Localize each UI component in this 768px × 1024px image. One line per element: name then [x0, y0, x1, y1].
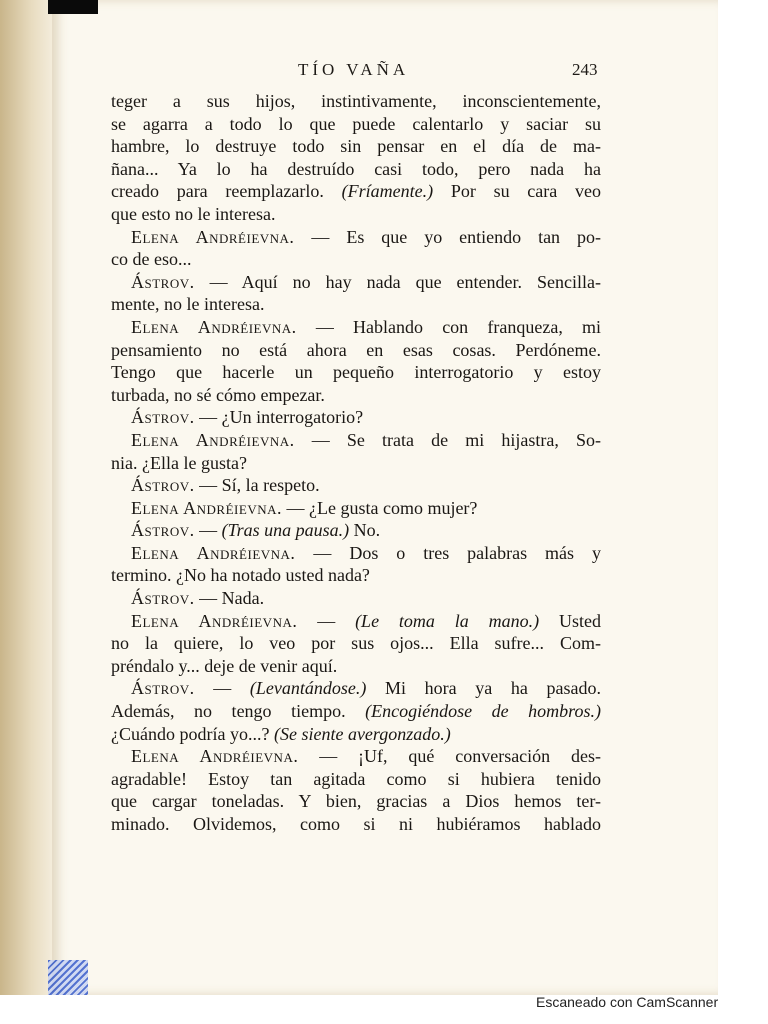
line-text: pensamiento no está ahora en esas cosas. Perdóneme.: [111, 339, 601, 360]
book-gutter-shadow: [0, 0, 58, 995]
speaker-name: Elena Andréievna.: [131, 316, 297, 337]
text-line: [111, 768, 601, 791]
line-text: ñana... Ya lo ha destruído casi todo, pero nada ha: [111, 158, 601, 179]
line-text: — Se trata de mi hijastra, So-: [294, 429, 602, 450]
line-text: creado para reemplazarlo.: [111, 181, 342, 202]
speaker-name: Ástrov.: [131, 588, 195, 609]
line-text: — ¡Uf, qué conversación des-: [298, 746, 602, 767]
line-text: Mi hora ya ha pasado.: [366, 678, 602, 699]
line-text: que esto no le interesa.: [111, 203, 276, 224]
text-line: [111, 587, 601, 610]
stage-direction: (Se siente avergonzado.): [273, 723, 451, 744]
text-line: [111, 610, 601, 633]
speaker-name: Elena Andréievna.: [131, 746, 299, 767]
line-text: se agarra a todo lo que puede calentarlo y saciar su: [111, 113, 601, 134]
text-line: [111, 700, 601, 723]
speaker-name: Ástrov.: [131, 407, 195, 428]
text-line: [111, 452, 601, 475]
text-line: [111, 113, 601, 136]
text-line: [111, 384, 601, 407]
page-number: 243: [572, 60, 598, 79]
text-line: [111, 542, 601, 565]
text-line: [111, 158, 601, 181]
text-line: [111, 203, 601, 226]
stage-direction: (Fríamente.): [341, 181, 434, 202]
scan-bottom-corner: [48, 960, 88, 995]
line-text: — Aquí no hay nada que entender. Sencilla-: [194, 271, 601, 292]
line-text: teger a sus hijos, instintivamente, inconscientemente,: [111, 91, 601, 111]
line-text: —: [194, 520, 222, 541]
speaker-name: Ástrov.: [131, 475, 195, 496]
line-text: — Nada.: [194, 588, 265, 609]
text-line: [111, 226, 601, 249]
line-text: — Hablando con franqueza, mi: [296, 316, 601, 337]
camscanner-watermark: Escaneado con CamScanner: [536, 994, 719, 1010]
body-text: [111, 90, 601, 836]
line-text: minado. Olvidemos, como si ni hubiéramos hablado: [111, 814, 601, 834]
text-line: [111, 361, 601, 384]
line-text: ¿Cuándo podría yo...?: [111, 723, 274, 744]
line-text: nia. ¿Ella le gusta?: [111, 452, 247, 473]
stage-direction: (Encogiéndose de hombros.): [365, 701, 601, 722]
line-text: mente, no le interesa.: [111, 294, 265, 315]
text-line: [111, 723, 601, 746]
line-text: termino. ¿No ha notado usted nada?: [111, 565, 370, 586]
text-line: [111, 564, 601, 587]
line-text: Además, no tengo tiempo.: [111, 701, 366, 722]
line-text: — Es que yo entiendo tan po-: [294, 226, 601, 247]
text-line: [111, 248, 601, 271]
line-text: Usted: [539, 610, 601, 631]
line-text: —: [297, 610, 356, 631]
text-line: [111, 271, 601, 294]
line-text: — Dos o tres palabras más y: [295, 542, 601, 563]
speaker-name: Elena Andréievna.: [131, 497, 282, 518]
speaker-name: Ástrov.: [131, 678, 195, 699]
scan-right-margin: [718, 0, 768, 995]
text-line: [111, 655, 601, 678]
text-line: [111, 813, 601, 836]
line-text: no la quiere, lo veo por sus ojos... Ella sufre... Com-: [111, 633, 601, 654]
stage-direction: (Le toma la mano.): [355, 610, 540, 631]
text-line: [111, 519, 601, 542]
line-text: Tengo que hacerle un pequeño interrogatorio y estoy: [111, 362, 601, 383]
line-text: — ¿Un interrogatorio?: [194, 407, 364, 428]
text-line: [111, 406, 601, 429]
line-text: Por su cara veo: [433, 181, 602, 202]
line-text: —: [194, 678, 250, 699]
line-text: co de eso...: [111, 249, 192, 270]
text-line: [111, 339, 601, 362]
line-text: préndalo y... deje de venir aquí.: [111, 655, 338, 676]
text-line: [111, 632, 601, 655]
text-line: [111, 497, 601, 520]
text-line: [111, 293, 601, 316]
line-text: que cargar toneladas. Y bien, gracias a Dios hemos ter-: [111, 791, 601, 812]
line-text: — ¿Le gusta como mujer?: [281, 497, 478, 518]
line-text: — Sí, la respeto.: [194, 475, 320, 496]
speaker-name: Elena Andréievna.: [131, 429, 295, 450]
text-line: [111, 180, 601, 203]
line-text: hambre, lo destruye todo sin pensar en el día de ma-: [111, 136, 601, 157]
scan-top-edge: [48, 0, 98, 14]
speaker-name: Ástrov.: [131, 520, 195, 541]
stage-direction: (Levantándose.): [249, 678, 367, 699]
running-title: TÍO VAÑA: [298, 60, 410, 79]
text-line: [111, 474, 601, 497]
speaker-name: Elena Andréievna.: [131, 226, 295, 247]
text-line: [111, 745, 601, 768]
speaker-name: Elena Andréievna.: [131, 542, 296, 563]
text-line: [111, 316, 601, 339]
line-text: turbada, no sé cómo empezar.: [111, 384, 325, 405]
text-line: [111, 135, 601, 158]
text-line: [111, 90, 601, 113]
text-line: [111, 429, 601, 452]
line-text: No.: [349, 520, 381, 541]
line-text: agradable! Estoy tan agitada como si hubiera tenido: [111, 768, 601, 789]
stage-direction: (Tras una pausa.): [221, 520, 350, 541]
speaker-name: Elena Andréievna.: [131, 610, 298, 631]
text-line: [111, 677, 601, 700]
speaker-name: Ástrov.: [131, 271, 195, 292]
text-line: [111, 790, 601, 813]
